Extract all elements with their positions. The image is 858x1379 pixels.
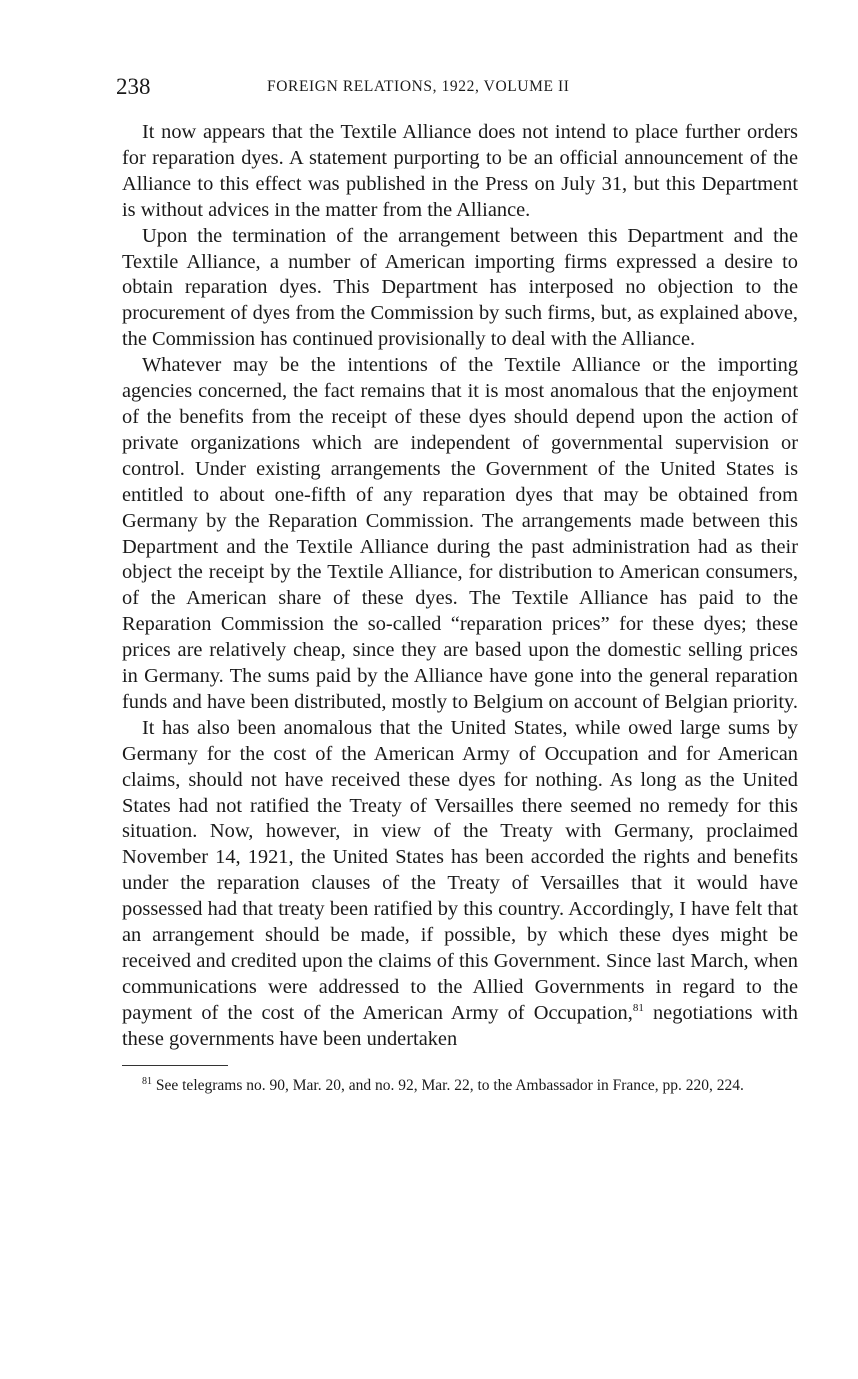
footnote-text: See telegrams no. 90, Mar. 20, and no. 92, Mar. 22, to the Ambassador in France, pp. 220, 224.	[152, 1076, 744, 1094]
paragraph-4-text-a: It has also been anomalous that the United States, while owed large sums by Germany for the cost of the American Army of Occupation and for American claims, should not have received these dyes for nothing. As long as the United States had not ratified the Treaty of Versailles there seemed no remedy for this situation. Now, however, in view of the Treaty with Germany, proclaimed November 14, 1921, the United States has been accorded the rights and benefits under the reparation clauses of the Treaty of Versailles that it would have possessed had that treaty been ratified by this country. Accordingly, I have felt that an arrangement should be made, if possible, by which these dyes might be received and credited upon the claims of this Government. Since last March, when communications were addressed to the Allied Governments in regard to the payment of the cost of the American Army of Occupation,	[122, 716, 798, 1024]
page-number: 238	[116, 74, 151, 99]
footnote-divider	[122, 1065, 228, 1066]
footnote-reference[interactable]: 81	[632, 1002, 644, 1015]
paragraph-4	[122, 716, 798, 1053]
footnote-mark: 81	[142, 1075, 152, 1087]
paragraph-4-text-b: negotiations with these governments have been undertaken	[122, 1001, 798, 1050]
paragraph-3: Whatever may be the intentions of the Textile Alliance or the importing agencies concerned, the fact remains that it is most anomalous that the enjoyment of the benefits from the receipt of these dyes should depend upon the action of private organizations which are independent of governmental supervision or control. Under existing arrangements the Government of the United States is entitled to about one-fifth of any reparation dyes that may be obtained from Germany by the Reparation Commission. The arrangements made between this Department and the Textile Alliance during the past administration had as their object the receipt by the Textile Alliance, for distribution to American consumers, of the American share of these dyes. The Textile Alliance has paid to the Reparation Commission the so-called “reparation prices” for these dyes; these prices are relatively cheap, since they are based upon the domestic selling prices in Germany. The sums paid by the Alliance have gone into the general reparation funds and have been distributed, mostly to Belgium on account of Belgian priority.	[122, 354, 798, 713]
footnote	[122, 1076, 798, 1095]
running-title: FOREIGN RELATIONS, 1922, VOLUME II	[267, 78, 570, 95]
document-page	[116, 70, 798, 1095]
paragraph-2: Upon the termination of the arrangement between this Department and the Textile Alliance, a number of American importing firms expressed a desire to obtain reparation dyes. This Department has interposed no objection to the procurement of dyes from the Commission by such firms, but, as explained above, the Commission has continued provisionally to deal with the Alliance.	[122, 224, 798, 351]
running-header	[116, 70, 798, 106]
body-text	[122, 120, 798, 1053]
paragraph-1: It now appears that the Textile Alliance does not intend to place further orders for reparation dyes. A statement purporting to be an official announcement of the Alliance to this effect was published in the Press on July 31, but this Department is without advices in the matter from the Alliance.	[122, 121, 798, 221]
